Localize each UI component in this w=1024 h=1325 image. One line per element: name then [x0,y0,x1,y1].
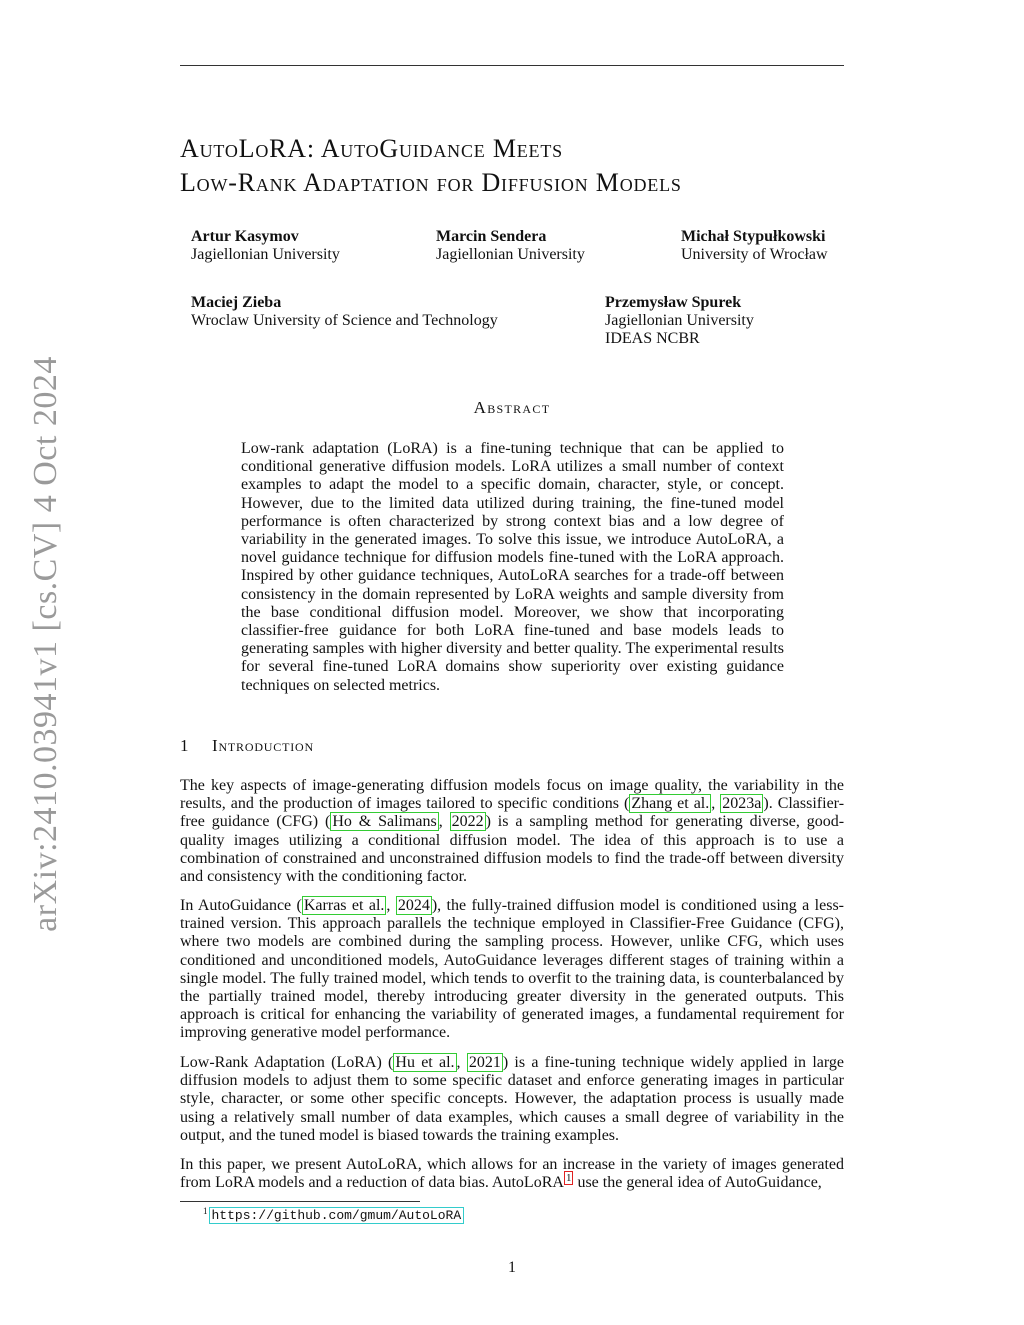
body-text: ), the fully-trained diffusion model is conditioned using a less-trained version. This approach parallels the technique employed in Classifier-Free Guidance (CFG), where two models are combined during the sampling process. However, unlike CFG, which uses conditioned and unconditioned models, AutoGuidance leverages different stages of training within a single model. The fully trained model, which tends to overfit to the training data, is counterbalanced by the partially trained model, thereby introducing greater diversity in the generated outputs. This approach is critical for enhancing the variability of generated images, a fundamental requirement for improving generative model performance. [180,897,845,1042]
author-block [191,228,340,264]
body-text: use the general idea of AutoGuidance, [573,1174,822,1192]
intro-paragraph-3 [180,1054,844,1145]
author-affiliation: IDEAS NCBR [605,330,700,347]
author-affiliation: Jagiellonian University [191,246,340,263]
section-title: Introduction [212,736,314,755]
citation-link[interactable]: 2021 [468,1054,501,1071]
body-text: , [438,813,450,831]
citation-link[interactable]: Ho & Salimans [332,813,437,831]
author-name: Artur Kasymov [191,228,299,245]
author-affiliation: University of Wrocław [681,246,828,263]
author-name: Michał Stypułkowski [681,228,826,245]
section-heading [180,736,314,756]
citation-link[interactable]: 2022 [451,813,484,831]
citation-link[interactable]: 2024 [397,897,430,914]
intro-paragraph-4 [180,1156,844,1192]
footnote-url-link[interactable]: https://github.com/gmum/AutoLoRA [209,1207,465,1224]
section-number: 1 [180,736,190,755]
footnote-rule [180,1201,420,1202]
author-block [191,294,498,330]
arxiv-identifier-stamp: arXiv:2410.03941v1 [cs.CV] 4 Oct 2024 [27,356,64,932]
author-affiliation: Wroclaw University of Science and Technology [191,312,498,329]
body-text: ) is a fine-tuning technique widely applied in large diffusion models to adjust them to some specific dataset and enforce generating images in particular style, character, or some other specific concepts. However, the adaptation process is usually made using a relatively small number of data examples, which causes a small degree of variability in the output, and the tuned model is biased towards the training examples. [180,1054,845,1144]
author-name: Marcin Sendera [436,228,547,245]
top-rule [180,65,844,66]
body-text: Low-Rank Adaptation (LoRA) ( [180,1054,394,1071]
footnote [203,1207,464,1223]
body-text: , [386,897,396,914]
body-text: In this paper, we present AutoLoRA, which allows for an increase in the variety of images generated from LoRA models and a reduction of data bias. AutoLoRA [180,1156,844,1192]
citation-link[interactable]: Karras et al. [303,897,385,914]
author-affiliation: Jagiellonian University [436,246,585,263]
body-text: In AutoGuidance ( [180,897,302,914]
title-line-2: Low-Rank Adaptation for Diffusion Models [180,168,682,197]
abstract-text: Low-rank adaptation (LoRA) is a fine-tuning technique that can be applied to conditional generative diffusion models. LoRA utilizes a small number of context examples to adapt the model to a specific domain, character, style, or concept. However, due to the limited data utilized during training, the fine-tuned model performance is often characterized by strong context bias and a low degree of variability in the generated images. To solve this issue, we introduce AutoLoRA, a novel guidance technique for diffusion models fine-tuned with the LoRA approach. Inspired by other guidance techniques, AutoLoRA searches for a trade-off between consistency in the domain represented by LoRA weights and sample diversity from the base conditional diffusion model. Moreover, we show that incorporating classifier-free guidance for both LoRA fine-tuned and base models leads to generating samples with higher diversity and better quality. The experimental results for several fine-tuned LoRA domains show superiority over existing guidance techniques on selected metrics. [241,440,784,694]
citation-link[interactable]: Zhang et al. [631,795,710,813]
footnote-mark: 1 [203,1205,208,1216]
page-number: 1 [508,1259,516,1276]
body-text: ) is a sampling method for generating diverse, good-quality images utilizing a conditional diffusion model. The idea of this approach is to use a combination of constrained and unconstrained diffusion models to find the trade-off between diversity and consistency with the conditioning factor. [180,813,845,886]
paper-title [180,132,860,200]
author-affiliation: Jagiellonian University [605,312,754,329]
body-text: , [456,1054,467,1071]
title-line-1: AutoLoRA: AutoGuidance Meets [180,134,563,163]
abstract-heading: Abstract [473,398,551,417]
author-block [436,228,585,264]
intro-paragraph-2 [180,897,844,1043]
body-text: The key aspects of image-generating diffusion models focus on image quality, the variability in the results, and the production of images tailored to specific conditions ( [180,777,844,813]
author-name: Maciej Zieba [191,294,282,311]
footnote-reference-link[interactable]: 1 [565,1171,572,1184]
author-name: Przemysław Spurek [605,294,742,311]
author-block [605,294,754,348]
body-text: ). Classifier-free guidance (CFG) ( [180,795,845,831]
intro-paragraph-1 [180,777,844,886]
citation-link[interactable]: Hu et al. [395,1054,455,1071]
citation-link[interactable]: 2023a [722,795,762,813]
author-block [681,228,828,264]
body-text: , [711,795,721,813]
